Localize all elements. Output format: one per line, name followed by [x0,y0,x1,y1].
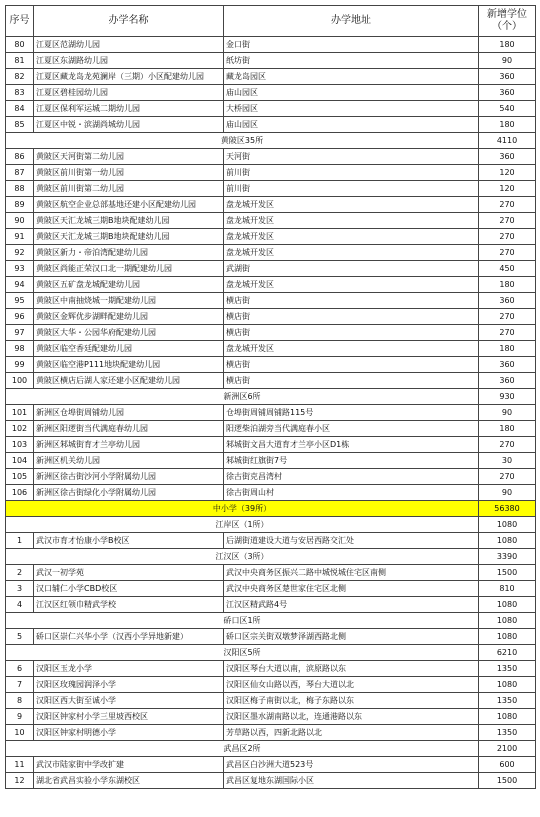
school-address: 纸坊街 [224,53,479,69]
new-seats: 1500 [479,565,536,581]
district-subtotal-row [6,133,536,149]
new-seats: 360 [479,373,536,389]
table-row [6,773,536,789]
table-header-row [6,6,536,37]
school-address: 盘龙城开发区 [224,245,479,261]
school-address: 前川街 [224,181,479,197]
row-index: 88 [6,181,34,197]
school-address: 汉阳区琴台大道以南，滨原路以东 [224,661,479,677]
table-row [6,165,536,181]
row-index: 87 [6,165,34,181]
row-index: 104 [6,453,34,469]
school-name: 湖北省武昌实验小学东湖校区 [34,773,224,789]
school-address: 盘龙城开发区 [224,197,479,213]
school-address: 后湖街道建设大道与安居西路交汇处 [224,533,479,549]
school-seats-table [5,5,536,789]
table-row [6,213,536,229]
school-name: 黄陂区临空港P111地块配建幼儿园 [34,357,224,373]
school-address: 前川街 [224,165,479,181]
school-name: 新洲区机关幼儿园 [34,453,224,469]
new-seats: 270 [479,197,536,213]
enrollment-table-sheet [5,5,535,789]
row-index: 3 [6,581,34,597]
school-name: 黄陂区中南抽烧城一期配建幼儿园 [34,293,224,309]
school-address: 邾城街红旗街7号 [224,453,479,469]
school-address: 盘龙城开发区 [224,229,479,245]
row-index: 81 [6,53,34,69]
new-seats: 270 [479,325,536,341]
new-seats: 1500 [479,773,536,789]
new-seats: 270 [479,213,536,229]
table-row [6,293,536,309]
subtotal-seats: 930 [479,389,536,405]
new-seats: 360 [479,85,536,101]
table-row [6,197,536,213]
new-seats: 600 [479,757,536,773]
school-address: 武汉中央商务区楚世家住宅区北侧 [224,581,479,597]
row-index: 84 [6,101,34,117]
school-address: 汉阳区仙女山路以西，琴台大道以北 [224,677,479,693]
row-index: 92 [6,245,34,261]
row-index: 11 [6,757,34,773]
school-name: 硚口区崇仁兴华小学（汉西小学异地新建） [34,629,224,645]
subtotal-label: 武昌区2所 [6,741,479,757]
table-row [6,373,536,389]
row-index: 102 [6,421,34,437]
subtotal-label: 黄陂区35所 [6,133,479,149]
school-address: 盘龙城开发区 [224,341,479,357]
row-index: 105 [6,469,34,485]
subtotal-seats: 1080 [479,517,536,533]
district-subtotal-row [6,549,536,565]
subtotal-seats: 56380 [479,501,536,517]
table-row [6,181,536,197]
table-row [6,229,536,245]
school-address: 邾城街文昌大道育才兰亭小区D1栋 [224,437,479,453]
table-row [6,309,536,325]
row-index: 93 [6,261,34,277]
new-seats: 30 [479,453,536,469]
row-index: 8 [6,693,34,709]
school-address: 盘龙城开发区 [224,277,479,293]
school-address: 横店街 [224,325,479,341]
school-address: 大桥园区 [224,101,479,117]
row-index: 106 [6,485,34,501]
new-seats: 1350 [479,661,536,677]
row-index: 99 [6,357,34,373]
district-subtotal-row [6,613,536,629]
row-index: 82 [6,69,34,85]
school-address: 汉阳区墨水湖南路以北，连通港路以东 [224,709,479,725]
new-seats: 270 [479,309,536,325]
table-row [6,581,536,597]
subtotal-seats: 6210 [479,645,536,661]
table-row [6,693,536,709]
school-name: 新洲区仓埠街周铺幼儿园 [34,405,224,421]
row-index: 94 [6,277,34,293]
school-address: 汉阳区梅子南街以北，梅子东路以东 [224,693,479,709]
district-subtotal-row [6,741,536,757]
subtotal-label: 江岸区（1所） [6,517,479,533]
school-name: 江夏区碧桂园幼儿园 [34,85,224,101]
subtotal-label: 江汉区（3所） [6,549,479,565]
new-seats: 810 [479,581,536,597]
table-row [6,261,536,277]
table-row [6,485,536,501]
new-seats: 180 [479,421,536,437]
school-address: 横店街 [224,373,479,389]
table-row [6,757,536,773]
header-index: 序号 [6,6,34,37]
row-index: 86 [6,149,34,165]
school-name: 江夏区中锐・滨湖尚城幼儿园 [34,117,224,133]
new-seats: 90 [479,53,536,69]
school-name: 江夏区藏龙岛龙苑澜岸（三期）小区配建幼儿园 [34,69,224,85]
new-seats: 180 [479,117,536,133]
header-school-address: 办学地址 [224,6,479,37]
header-school-name: 办学名称 [34,6,224,37]
row-index: 9 [6,709,34,725]
row-index: 90 [6,213,34,229]
subtotal-seats: 4110 [479,133,536,149]
table-row [6,245,536,261]
school-name: 黄陂区临空香廷配建幼儿园 [34,341,224,357]
table-row [6,101,536,117]
school-address: 庙山园区 [224,85,479,101]
school-name: 汉口辅仁小学CBD校区 [34,581,224,597]
header-new-seats [479,6,536,37]
row-index: 89 [6,197,34,213]
new-seats: 120 [479,181,536,197]
school-name: 江夏区保利军运城二期幼儿园 [34,101,224,117]
school-name: 黄陂区天汇龙城三期B地块配建幼儿园 [34,229,224,245]
table-row [6,405,536,421]
row-index: 83 [6,85,34,101]
new-seats: 90 [479,485,536,501]
new-seats: 1080 [479,629,536,645]
new-seats: 270 [479,469,536,485]
table-row [6,53,536,69]
school-address: 盘龙城开发区 [224,213,479,229]
new-seats: 120 [479,165,536,181]
school-name: 江汉区红领巾精武学校 [34,597,224,613]
new-seats: 1350 [479,693,536,709]
school-address: 武昌区白沙洲大道523号 [224,757,479,773]
table-row [6,629,536,645]
school-name: 新洲区徐古街沙河小学附属幼儿园 [34,469,224,485]
table-row [6,453,536,469]
table-row [6,437,536,453]
school-address: 阳逻柴泊湖旁当代满庭春小区 [224,421,479,437]
table-row [6,149,536,165]
school-name: 黄陂区航空企业总部基地还建小区配建幼儿园 [34,197,224,213]
subtotal-seats: 3390 [479,549,536,565]
new-seats: 360 [479,149,536,165]
school-name: 黄陂区横店后湖人家还建小区配建幼儿园 [34,373,224,389]
row-index: 101 [6,405,34,421]
school-name: 黄陂区天汇龙城三期B地块配建幼儿园 [34,213,224,229]
subtotal-label: 硚口区1所 [6,613,479,629]
school-address: 藏龙岛园区 [224,69,479,85]
school-name: 黄陂区新力・帝泊湾配建幼儿园 [34,245,224,261]
school-address: 金口街 [224,37,479,53]
school-name: 新洲区邾城街育才兰亭幼儿园 [34,437,224,453]
row-index: 96 [6,309,34,325]
subtotal-label: 新洲区6所 [6,389,479,405]
new-seats: 90 [479,405,536,421]
school-address: 武昌区复地东湖国际小区 [224,773,479,789]
subtotal-seats: 1080 [479,613,536,629]
table-row [6,277,536,293]
row-index: 91 [6,229,34,245]
row-index: 95 [6,293,34,309]
subtotal-label: 汉阳区5所 [6,645,479,661]
row-index: 10 [6,725,34,741]
row-index: 85 [6,117,34,133]
school-name: 黄陂区前川街第一幼儿园 [34,165,224,181]
row-index: 4 [6,597,34,613]
row-index: 5 [6,629,34,645]
new-seats: 360 [479,357,536,373]
school-address: 横店街 [224,357,479,373]
new-seats: 1080 [479,677,536,693]
school-name: 汉阳区钟家村明德小学 [34,725,224,741]
table-row [6,117,536,133]
new-seats: 1080 [479,709,536,725]
school-address: 武汉中央商务区振兴二路中城悦城住宅区南侧 [224,565,479,581]
table-row [6,325,536,341]
row-index: 100 [6,373,34,389]
school-address: 徐古街克昌湾村 [224,469,479,485]
table-row [6,421,536,437]
school-name: 武汉一初学苑 [34,565,224,581]
new-seats: 1080 [479,597,536,613]
subtotal-label: 中小学（39所） [6,501,479,517]
school-address: 芳草路以西，四新北路以北 [224,725,479,741]
school-name: 黄陂区天河街第二幼儿园 [34,149,224,165]
new-seats: 180 [479,277,536,293]
table-row [6,565,536,581]
row-index: 12 [6,773,34,789]
row-index: 1 [6,533,34,549]
table-row [6,69,536,85]
school-name: 汉阳区玫瑰园润泽小学 [34,677,224,693]
school-name: 汉阳区西大街至诚小学 [34,693,224,709]
school-name: 汉阳区钟家村小学三里坡西校区 [34,709,224,725]
row-index: 80 [6,37,34,53]
district-subtotal-row [6,645,536,661]
header-new-seats-line2: （个） [492,21,522,32]
table-row [6,469,536,485]
school-name: 新洲区徐古街绿化小学附属幼儿园 [34,485,224,501]
school-address: 武湖街 [224,261,479,277]
new-seats: 270 [479,229,536,245]
school-address: 横店街 [224,309,479,325]
table-row [6,661,536,677]
school-name: 武汉市育才怡康小学B校区 [34,533,224,549]
school-name: 新洲区阳逻街当代满庭春幼儿园 [34,421,224,437]
school-name: 黄陂区金辉优步湖畔配建幼儿园 [34,309,224,325]
category-subtotal-row [6,501,536,517]
new-seats: 1350 [479,725,536,741]
table-row [6,37,536,53]
school-address: 仓埠街周铺周铺路115号 [224,405,479,421]
row-index: 6 [6,661,34,677]
school-address: 横店街 [224,293,479,309]
school-name: 黄陂区五矿盘龙城配建幼儿园 [34,277,224,293]
school-address: 徐古街周山村 [224,485,479,501]
header-new-seats-line1: 新增学位 [487,9,527,20]
row-index: 97 [6,325,34,341]
new-seats: 270 [479,437,536,453]
new-seats: 540 [479,101,536,117]
school-name: 江夏区东湖路幼儿园 [34,53,224,69]
school-name: 武汉市陆家街中学改扩建 [34,757,224,773]
table-row [6,725,536,741]
school-address: 庙山园区 [224,117,479,133]
table-row [6,677,536,693]
table-row [6,597,536,613]
new-seats: 180 [479,341,536,357]
table-row [6,357,536,373]
table-row [6,85,536,101]
new-seats: 180 [479,37,536,53]
new-seats: 360 [479,293,536,309]
school-address: 天河街 [224,149,479,165]
school-name: 黄陂区大华・公园华府配建幼儿园 [34,325,224,341]
district-subtotal-row [6,517,536,533]
school-address: 江汉区精武路4号 [224,597,479,613]
school-name: 黄陂区尚能正荣汉口北一期配建幼儿园 [34,261,224,277]
row-index: 98 [6,341,34,357]
new-seats: 360 [479,69,536,85]
row-index: 2 [6,565,34,581]
district-subtotal-row [6,389,536,405]
table-row [6,709,536,725]
school-name: 黄陂区前川街第二幼儿园 [34,181,224,197]
subtotal-seats: 2100 [479,741,536,757]
new-seats: 270 [479,245,536,261]
row-index: 7 [6,677,34,693]
new-seats: 450 [479,261,536,277]
table-row [6,533,536,549]
school-name: 汉阳区玉龙小学 [34,661,224,677]
school-address: 硚口区宗关街双墩梦泽湖西路北侧 [224,629,479,645]
new-seats: 1080 [479,533,536,549]
table-row [6,341,536,357]
row-index: 103 [6,437,34,453]
school-name: 江夏区范湖幼儿园 [34,37,224,53]
